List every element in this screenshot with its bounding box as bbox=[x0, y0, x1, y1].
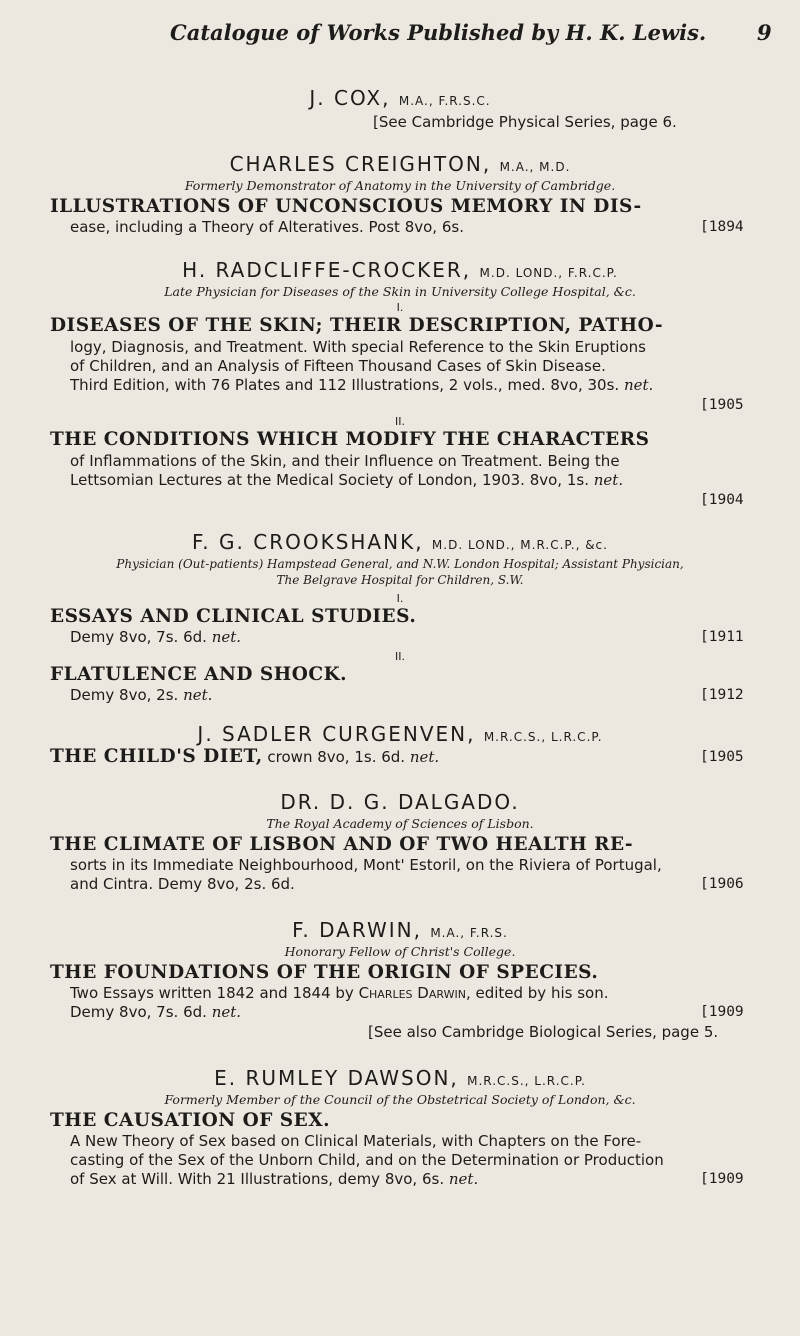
book-description: logy, Diagnosis, and Treatment. With special Reference to the Skin Eruptions bbox=[70, 338, 646, 356]
book-description: of Children, and an Analysis of Fifteen Thousand Cases of Skin Disease. bbox=[70, 357, 606, 375]
author-heading-crocker bbox=[0, 258, 800, 285]
cross-reference: [See also Cambridge Biological Series, page 5. bbox=[368, 1023, 719, 1041]
author-degrees: M.R.C.S., L.R.C.P. bbox=[467, 1074, 586, 1088]
book-description: ease, including a Theory of Alteratives. Post 8vo, 6s. bbox=[70, 218, 464, 236]
book-description: and Cintra. Demy 8vo, 2s. 6d. bbox=[70, 875, 295, 893]
net-price-mark: net. bbox=[183, 686, 213, 704]
book-title: ESSAYS AND CLINICAL STUDIES. bbox=[50, 606, 417, 627]
publication-year: [1909 bbox=[700, 1171, 744, 1187]
author-name: H. RADCLIFFE-CROCKER, bbox=[182, 258, 472, 282]
author-heading-dawson bbox=[0, 1066, 800, 1093]
book-title: THE FOUNDATIONS OF THE ORIGIN OF SPECIES. bbox=[50, 962, 599, 983]
work-numeral: I. bbox=[396, 592, 404, 605]
book-title: THE CHILD'S DIET, bbox=[50, 746, 263, 767]
book-title: THE CLIMATE OF LISBON AND OF TWO HEALTH RE- bbox=[50, 834, 634, 855]
book-description: casting of the Sex of the Unborn Child, and on the Determination or Production bbox=[70, 1151, 664, 1169]
net-price-mark: net. bbox=[623, 376, 654, 394]
page-number: 9 bbox=[757, 20, 772, 45]
author-name: DR. D. G. DALGADO. bbox=[280, 790, 520, 814]
net-price-mark: net. bbox=[448, 1170, 479, 1188]
author-affiliation: Physician (Out-patients) Hampstead General, and N.W. London Hospital; Assistant Physician, bbox=[116, 557, 684, 571]
description-text: Demy 8vo, 7s. 6d. bbox=[70, 1003, 207, 1021]
book-title: DISEASES OF THE SKIN; THEIR DESCRIPTION, PATHO- bbox=[50, 315, 664, 336]
book-description bbox=[70, 983, 608, 1003]
author-name: E. RUMLEY DAWSON, bbox=[214, 1066, 459, 1090]
cross-reference: [See Cambridge Physical Series, page 6. bbox=[373, 113, 677, 131]
author-heading-curgenven bbox=[0, 722, 800, 749]
publication-year: [1911 bbox=[700, 629, 744, 645]
book-description bbox=[70, 1002, 241, 1022]
author-name: F. DARWIN, bbox=[292, 918, 422, 942]
net-price-mark: net. bbox=[211, 1003, 242, 1021]
author-heading-creighton bbox=[0, 152, 800, 179]
author-name: J. COX, bbox=[309, 86, 391, 110]
book-description bbox=[70, 1169, 478, 1189]
description-text: of Sex at Will. With 21 Illustrations, demy 8vo, 6s. bbox=[70, 1170, 445, 1188]
author-name: F. G. CROOKSHANK, bbox=[192, 530, 424, 554]
author-affiliation: Formerly Demonstrator of Anatomy in the University of Cambridge. bbox=[184, 178, 616, 193]
book-description bbox=[70, 627, 241, 647]
book-description: crown 8vo, 1s. 6d. bbox=[262, 748, 406, 766]
work-numeral: II. bbox=[395, 650, 405, 663]
author-name: J. SADLER CURGENVEN, bbox=[197, 722, 476, 746]
author-degrees: M.A., F.R.S.C. bbox=[398, 94, 491, 108]
book-description bbox=[70, 470, 623, 490]
author-affiliation: The Royal Academy of Sciences of Lisbon. bbox=[266, 816, 534, 831]
running-title: Catalogue of Works Published by H. K. Lewis. bbox=[170, 20, 707, 45]
description-text: , edited by his son. bbox=[465, 984, 609, 1002]
publication-year: [1912 bbox=[700, 687, 744, 703]
publication-year: [1906 bbox=[700, 876, 744, 892]
author-heading-cox bbox=[0, 86, 800, 113]
publication-year: [1905 bbox=[700, 397, 744, 413]
book-description: sorts in its Immediate Neighbourhood, Mont' Estoril, on the Riviera of Portugal, bbox=[70, 856, 662, 874]
author-degrees: M.D. LOND., F.R.C.P. bbox=[479, 266, 618, 280]
author-affiliation: Honorary Fellow of Christ's College. bbox=[284, 944, 516, 959]
running-head bbox=[0, 20, 800, 60]
author-degrees: M.A., M.D. bbox=[499, 160, 571, 174]
author-degrees: M.A., F.R.S. bbox=[430, 926, 508, 940]
author-heading-crookshank bbox=[0, 530, 800, 557]
book-description bbox=[70, 685, 212, 705]
description-text: Demy 8vo, 7s. 6d. bbox=[70, 628, 207, 646]
publication-year: [1909 bbox=[700, 1004, 744, 1020]
publication-year: [1905 bbox=[700, 749, 744, 765]
net-price-mark: net. bbox=[593, 471, 624, 489]
author-name: CHARLES CREIGHTON, bbox=[229, 152, 492, 176]
book-title: ILLUSTRATIONS OF UNCONSCIOUS MEMORY IN DIS- bbox=[50, 196, 642, 217]
book-title: FLATULENCE AND SHOCK. bbox=[50, 664, 348, 685]
author-degrees: M.R.C.S., L.R.C.P. bbox=[483, 730, 603, 744]
net-price-mark: net. bbox=[409, 748, 440, 766]
net-price-mark: net. bbox=[211, 628, 242, 646]
author-degrees: M.D. LOND., M.R.C.P., &c. bbox=[431, 538, 608, 552]
work-numeral: I. bbox=[396, 301, 404, 314]
publication-year: [1894 bbox=[700, 219, 744, 235]
publication-year: [1904 bbox=[700, 492, 744, 508]
book-title: THE CAUSATION OF SEX. bbox=[50, 1110, 331, 1131]
book-description: of Inflammations of the Skin, and their Influence on Treatment. Being the bbox=[70, 452, 620, 470]
author-heading-dalgado bbox=[0, 790, 800, 814]
book-entry bbox=[50, 747, 770, 767]
description-text: Lettsomian Lectures at the Medical Society of London, 1903. 8vo, 1s. bbox=[70, 471, 589, 489]
author-affiliation: Late Physician for Diseases of the Skin in University College Hospital, &c. bbox=[164, 284, 636, 299]
book-description: A New Theory of Sex based on Clinical Materials, with Chapters on the Fore- bbox=[70, 1132, 642, 1150]
author-heading-darwin bbox=[0, 918, 800, 945]
book-description bbox=[70, 375, 653, 395]
description-text: Demy 8vo, 2s. bbox=[70, 686, 179, 704]
work-numeral: II. bbox=[395, 415, 405, 428]
author-affiliation: Formerly Member of the Council of the Obstetrical Society of London, &c. bbox=[164, 1092, 636, 1107]
editor-name: Charles Darwin bbox=[358, 984, 466, 1002]
author-affiliation: The Belgrave Hospital for Children, S.W. bbox=[276, 573, 524, 587]
description-text: Third Edition, with 76 Plates and 112 Illustrations, 2 vols., med. 8vo, 30s. bbox=[70, 376, 620, 394]
book-title: THE CONDITIONS WHICH MODIFY THE CHARACTERS bbox=[50, 429, 650, 450]
description-text: Two Essays written 1842 and 1844 by bbox=[70, 984, 359, 1002]
